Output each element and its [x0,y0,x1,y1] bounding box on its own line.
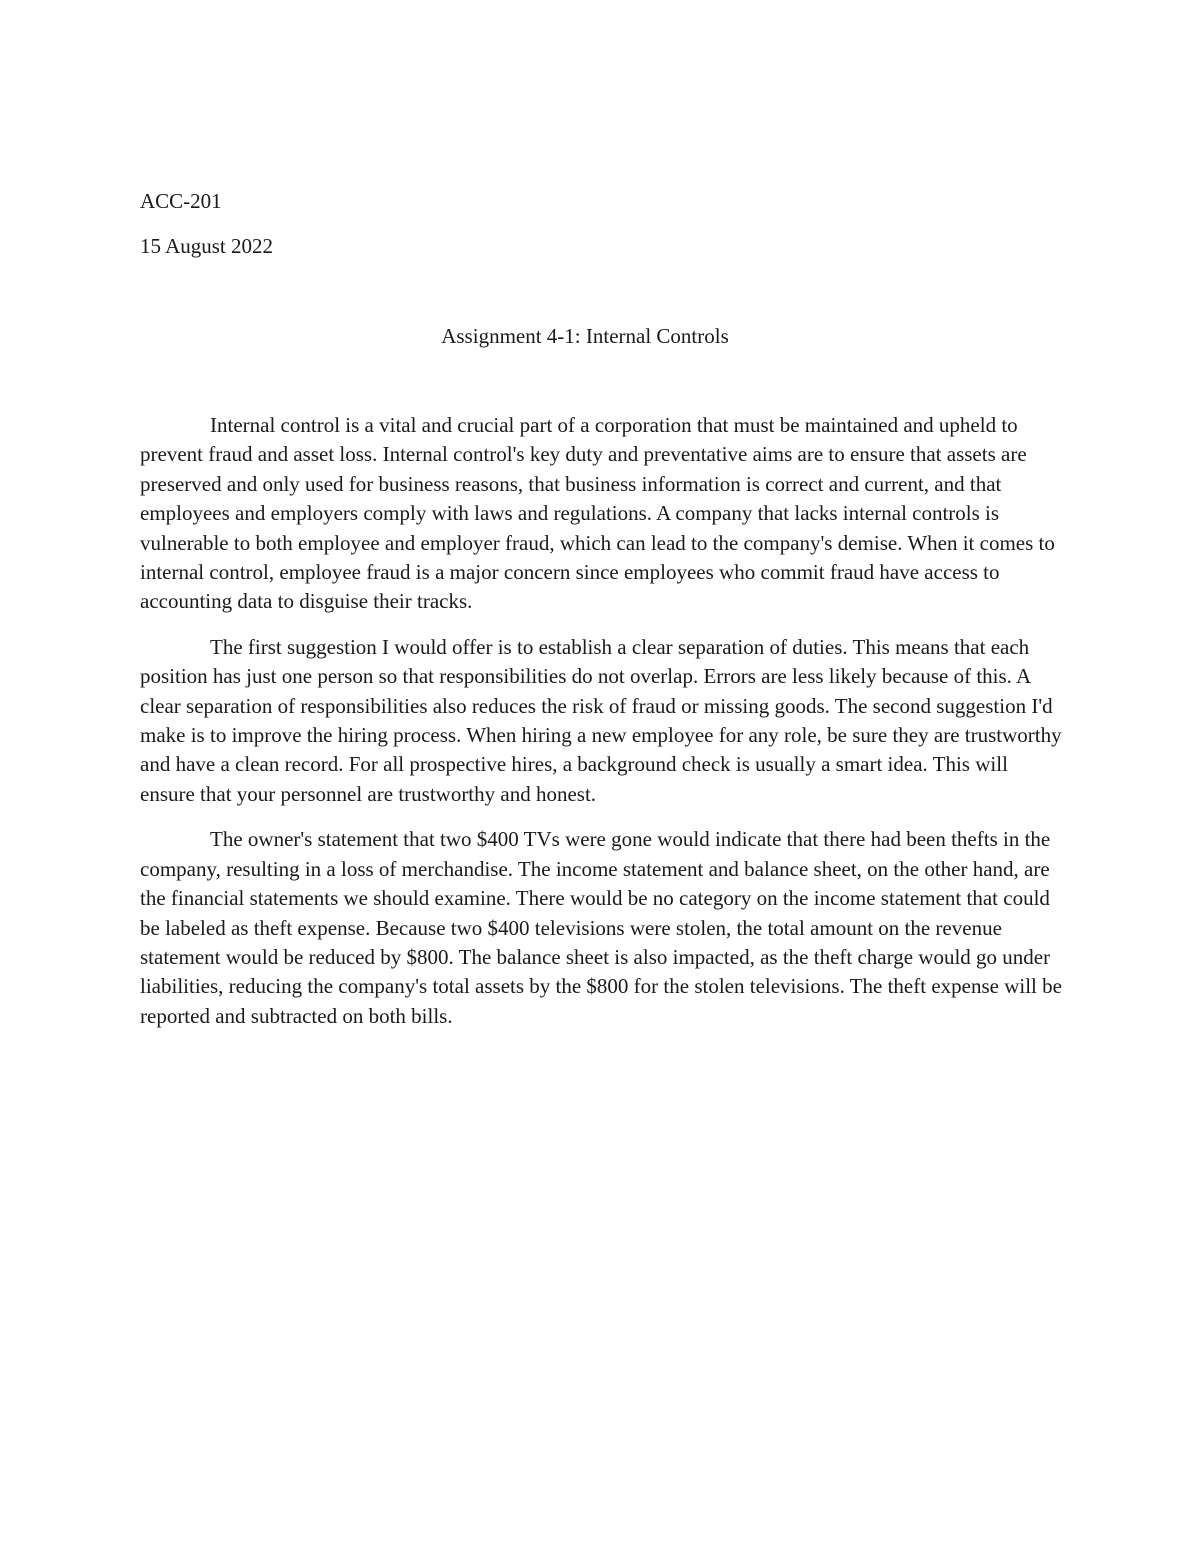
body-paragraph: The first suggestion I would offer is to establish a clear separation of duties. This means that each position has just one person so that responsibilities do not overlap. Errors are less likely because of this. A clear separation of responsibilities also reduces the risk of fraud or missing goods. The second suggestion I'd make is to improve the hiring process. When hiring a new employee for any role, be sure they are trustworthy and have a clean record. For all prospective hires, a background check is usually a smart idea. This will ensure that your personnel are trustworthy and honest. [140,634,1062,806]
body-paragraph: Internal control is a vital and crucial part of a corporation that must be maintained and upheld to prevent fraud and asset loss. Internal control's key duty and preventative aims are to ensure that assets are preserved and only used for business reasons, that business information is correct and current, and that employees and employers comply with laws and regulations. A company that lacks internal controls is vulnerable to both employee and employer fraud, which can lead to the company's demise. When it comes to internal control, employee fraud is a major concern since employees who commit fraud have access to accounting data to disguise their tracks. [140,413,1055,614]
body-paragraph: The owner's statement that two $400 TVs were gone would indicate that there had been thefts in the company, resulting in a loss of merchandise. The income statement and balance sheet, on the other hand, are the financial statements we should examine. There would be no category on the income statement that could be labeled as theft expense. Because two $400 televisions were stolen, the total amount on the revenue statement would be reduced by $800. The balance sheet is also impacted, as the theft charge would go under liabilities, reducing the company's total assets by the $800 for the stolen televisions. The theft expense will be reported and subtracted on both bills. [140,827,1062,1028]
document-title: Assignment 4-1: Internal Controls [441,324,729,348]
course-code: ACC-201 [140,189,222,213]
document-date: 15 August 2022 [140,234,274,258]
document-body [140,411,1062,1047]
